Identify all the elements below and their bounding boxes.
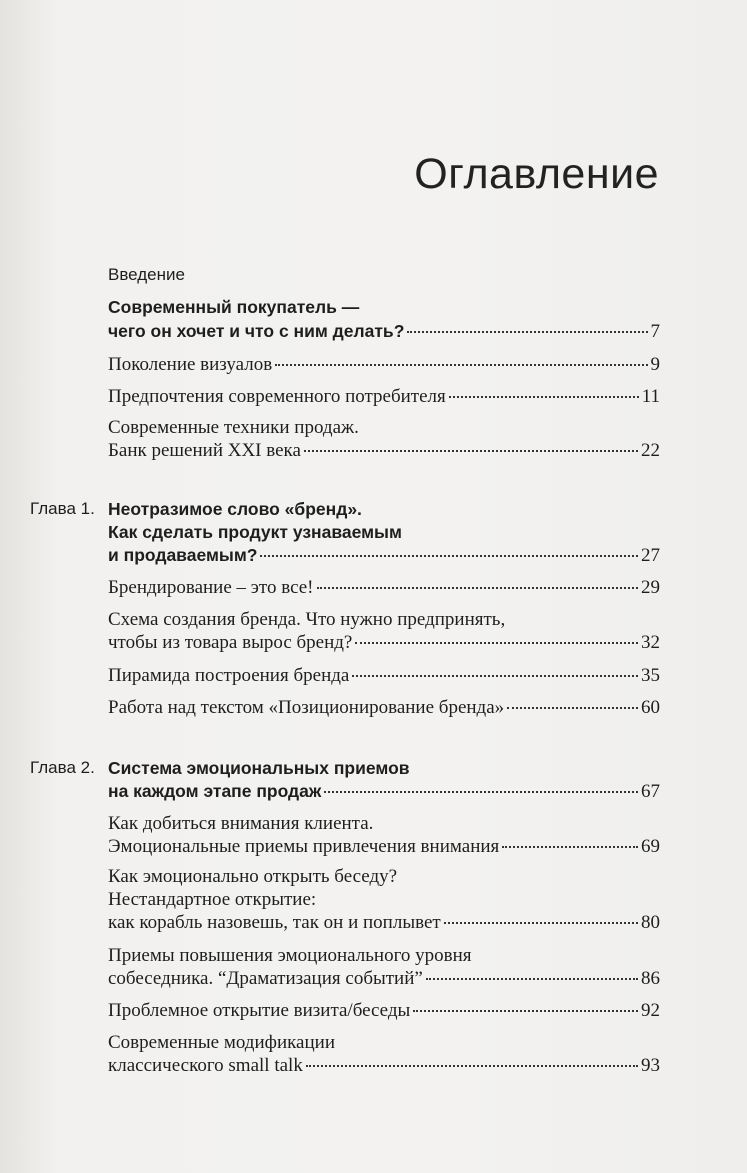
dot-leader <box>317 587 638 589</box>
entry-text: Проблемное открытие визита/беседы <box>108 1000 411 1021</box>
page-number: 35 <box>641 665 660 686</box>
dot-leader <box>502 846 638 848</box>
page-number: 7 <box>650 321 660 342</box>
chapter-1-heading-line2: Как сделать продукт узнаваемым <box>108 522 402 542</box>
page-number: 92 <box>641 1000 660 1021</box>
dot-leader <box>449 396 639 398</box>
entry-text: Эмоциональные приемы привлечения внимания <box>108 836 500 857</box>
entry-text: Поколение визуалов <box>108 354 273 375</box>
toc-entry <box>108 354 660 376</box>
entry-text: чтобы из товара вырос бренд? <box>108 632 353 653</box>
chapter-1-label: Глава 1. <box>30 499 95 518</box>
chapter-2-heading-line1: Система эмоциональных приемов <box>108 758 410 778</box>
entry-text-line2: Нестандартное открытие: <box>108 889 317 910</box>
dot-leader <box>426 978 638 980</box>
page-number: 29 <box>641 577 660 598</box>
toc-entry <box>108 577 660 599</box>
toc-entry <box>108 912 660 934</box>
toc-entry <box>108 440 660 462</box>
dot-leader <box>324 791 638 793</box>
toc-entry-intro-heading <box>108 320 660 343</box>
entry-text: Работа над текстом «Позиционирование бренда» <box>108 697 505 718</box>
page-number: 80 <box>641 912 660 933</box>
entry-text-line1: Современные модификации <box>108 1032 335 1053</box>
dot-leader <box>306 1065 638 1067</box>
entry-text: на каждом этапе продаж <box>108 781 322 801</box>
page-number: 32 <box>641 632 660 653</box>
page-number: 67 <box>641 781 660 802</box>
page-number: 27 <box>641 545 660 566</box>
page-number: 22 <box>641 440 660 461</box>
dot-leader <box>407 331 647 333</box>
entry-text-line1: Приемы повышения эмоционального уровня <box>108 945 472 966</box>
page-number: 93 <box>641 1055 660 1076</box>
toc-entry <box>108 836 660 858</box>
entry-text-line1: Как эмоционально открыть беседу? <box>108 866 398 887</box>
dot-leader <box>275 364 647 366</box>
dot-leader <box>355 642 638 644</box>
page-number: 11 <box>641 386 660 407</box>
entry-text: Брендирование – это все! <box>108 577 314 598</box>
toc-entry <box>108 1000 660 1022</box>
dot-leader <box>304 450 638 452</box>
entry-text-line1: Как добиться внимания клиента. <box>108 813 374 834</box>
toc-entry <box>108 697 660 719</box>
entry-text: Предпочтения современного потребителя <box>108 386 446 407</box>
entry-text: Пирамида построения бренда <box>108 665 350 686</box>
intro-heading-line1: Современный покупатель — <box>108 297 360 317</box>
dot-leader <box>352 675 638 677</box>
toc-entry <box>108 386 660 408</box>
entry-text: классического small talk <box>108 1055 303 1076</box>
intro-label: Введение <box>108 265 185 284</box>
entry-text: и продаваемым? <box>108 545 258 565</box>
dot-leader <box>260 555 638 557</box>
chapter-2-label: Глава 2. <box>30 758 95 777</box>
chapter-1-heading-line1: Неотразимое слово «бренд». <box>108 499 362 519</box>
toc-entry <box>108 665 660 687</box>
entry-text-line1: Схема создания бренда. Что нужно предпринять, <box>108 609 506 630</box>
entry-text: как корабль назовешь, так он и поплывет <box>108 912 441 933</box>
toc-entry-chapter-1-heading <box>108 544 660 567</box>
toc-entry <box>108 632 660 654</box>
page-title: Оглавление <box>414 150 659 198</box>
entry-text: Банк решений XXI века <box>108 440 301 461</box>
dot-leader <box>413 1010 638 1012</box>
toc-entry-chapter-2-heading <box>108 780 660 803</box>
dot-leader <box>444 922 638 924</box>
toc-entry <box>108 968 660 990</box>
entry-text-line1: Современные техники продаж. <box>108 417 359 438</box>
dot-leader <box>507 707 638 709</box>
page-number: 60 <box>641 697 660 718</box>
entry-text: собеседника. “Драматизация событий” <box>108 968 423 989</box>
toc-entry <box>108 1055 660 1077</box>
entry-text: чего он хочет и что с ним делать? <box>108 321 405 341</box>
page-number: 69 <box>641 836 660 857</box>
page-number: 86 <box>641 968 660 989</box>
page-number: 9 <box>650 354 660 375</box>
